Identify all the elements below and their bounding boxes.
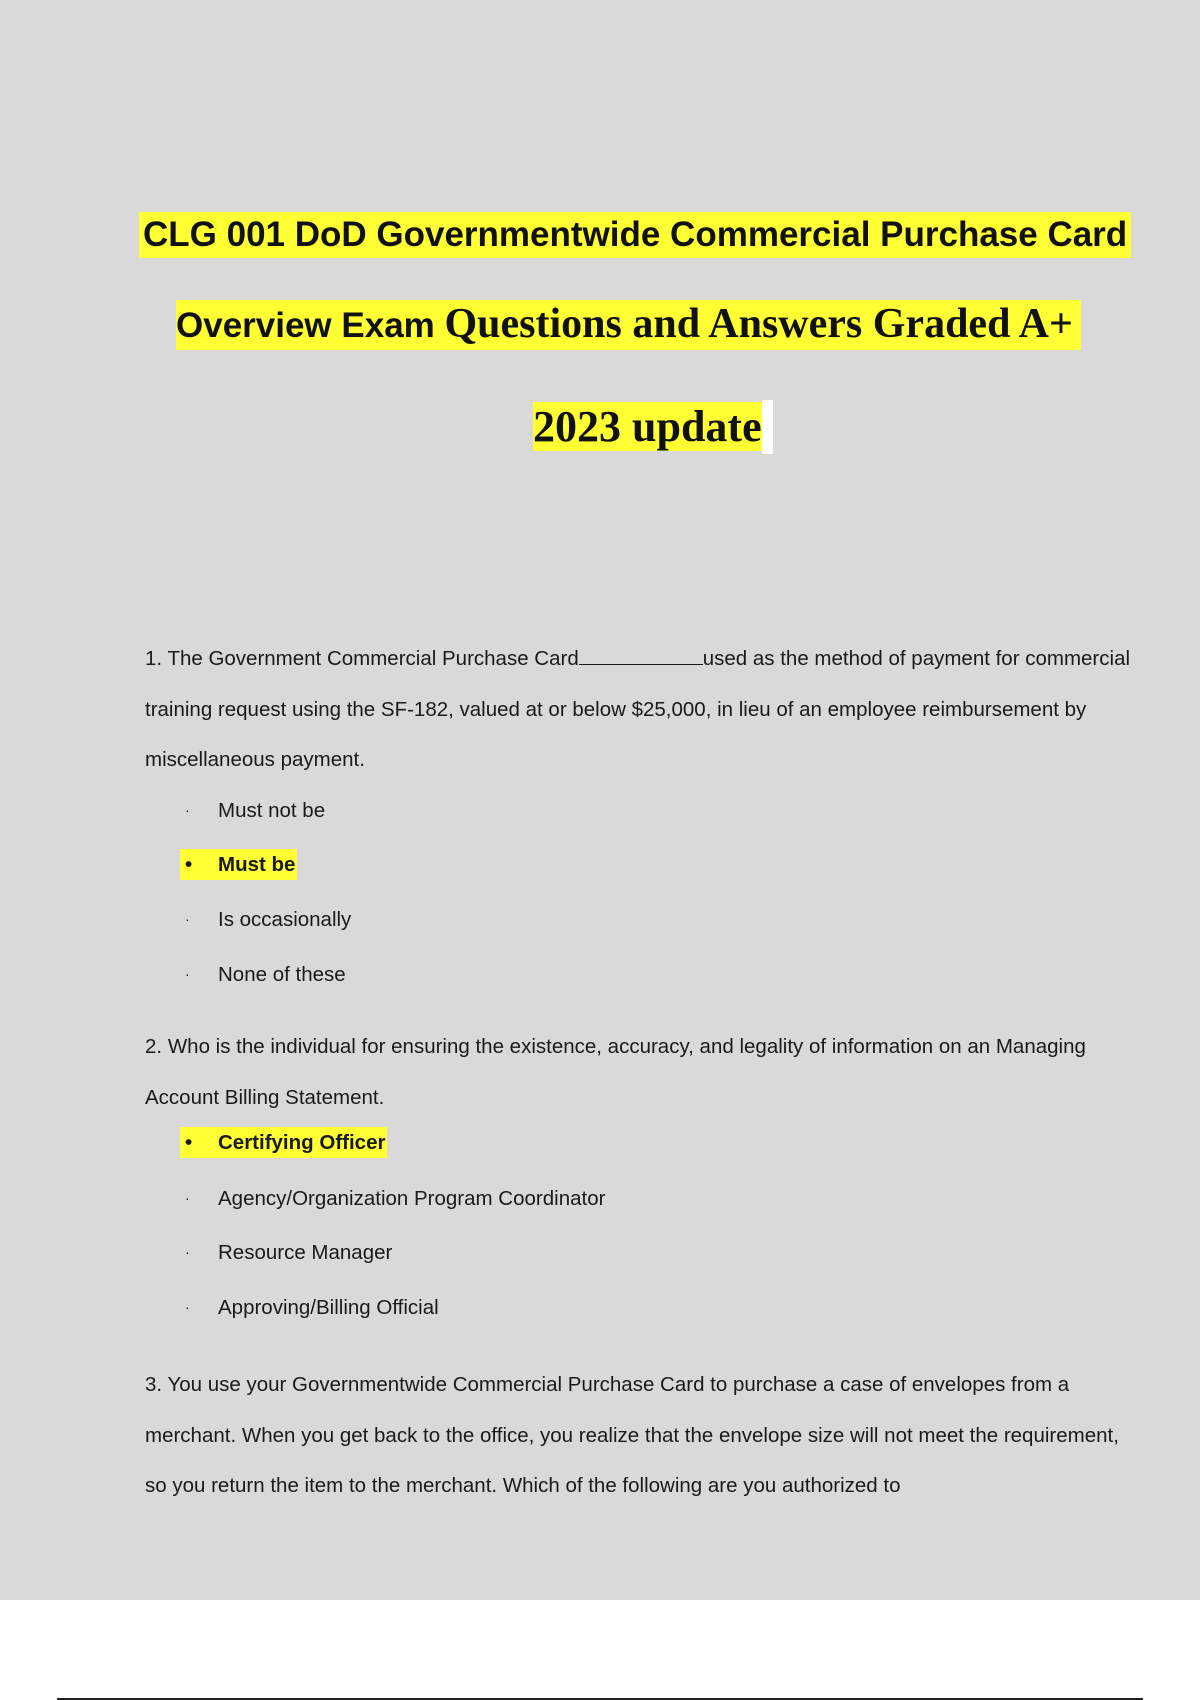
option-label: None of these: [218, 962, 346, 986]
bullet-icon: •: [185, 852, 193, 876]
bullet-icon: ·: [185, 1189, 190, 1206]
option-label: Certifying Officer: [218, 1131, 386, 1154]
question-1-text-after: used as the method of payment for commercial training request using the SF-182, valued at or below $25,000, in lieu of an employee reimbursement by miscellaneous payment.: [145, 647, 1131, 771]
bullet-icon: ·: [185, 911, 190, 927]
question-2-options: [180, 1123, 605, 1341]
title-line-2: [176, 300, 1081, 350]
bullet-icon: ·: [185, 1298, 190, 1315]
question-2-number: 2.: [145, 1035, 163, 1058]
question-3-number: 3.: [145, 1373, 163, 1396]
question-2-option-3: [180, 1232, 605, 1287]
question-2-text: [145, 1022, 1145, 1123]
option-label: Approving/Billing Official: [218, 1295, 439, 1319]
question-3-body: You use your Governmentwide Commercial Purchase Card to purchase a case of envelopes from a merchant. When you get back to the office, you realize that the envelope size will not meet the requirement, so you return the item to the merchant. Which of the following are you authorized to: [145, 1373, 1119, 1497]
question-1-option-2-correct: [180, 845, 351, 900]
bullet-icon: ·: [185, 965, 190, 982]
question-1-option-4: [180, 954, 351, 1009]
question-1-option-3: [180, 899, 351, 954]
title-line-1: CLG 001 DoD Governmentwide Commercial Purchase Card: [139, 212, 1131, 258]
question-2-option-2: [180, 1178, 605, 1233]
question-1-text: [145, 634, 1145, 786]
question-2-body: Who is the individual for ensuring the existence, accuracy, and legality of information on an Managing Account Billing Statement.: [145, 1035, 1086, 1109]
option-label: Is occasionally: [218, 908, 352, 931]
option-label: Resource Manager: [218, 1241, 393, 1264]
question-2-option-1-correct: [180, 1123, 605, 1178]
bullet-icon: •: [185, 1131, 193, 1154]
bullet-icon: ·: [185, 802, 190, 818]
option-label: Must not be: [218, 799, 326, 822]
question-1-number: 1.: [145, 647, 163, 670]
title-line-2-serif: Questions and Answers Graded A+: [444, 301, 1073, 347]
option-label: Agency/Organization Program Coordinator: [218, 1186, 606, 1210]
bullet-icon: ·: [185, 1244, 190, 1260]
question-3-text: [145, 1360, 1145, 1512]
option-label: Must be: [218, 852, 296, 876]
fill-in-blank: [579, 646, 703, 665]
question-1-text-before: The Government Commercial Purchase Card: [167, 647, 579, 670]
title-line-3-text: 2023 update: [533, 402, 762, 451]
title-line-2-sans: Overview Exam: [176, 306, 445, 345]
question-1-option-1: [180, 790, 351, 845]
question-1-options: [180, 790, 351, 1008]
question-2-option-4: [180, 1287, 605, 1342]
cursor-mark: [762, 400, 773, 454]
title-line-3: [533, 400, 773, 454]
